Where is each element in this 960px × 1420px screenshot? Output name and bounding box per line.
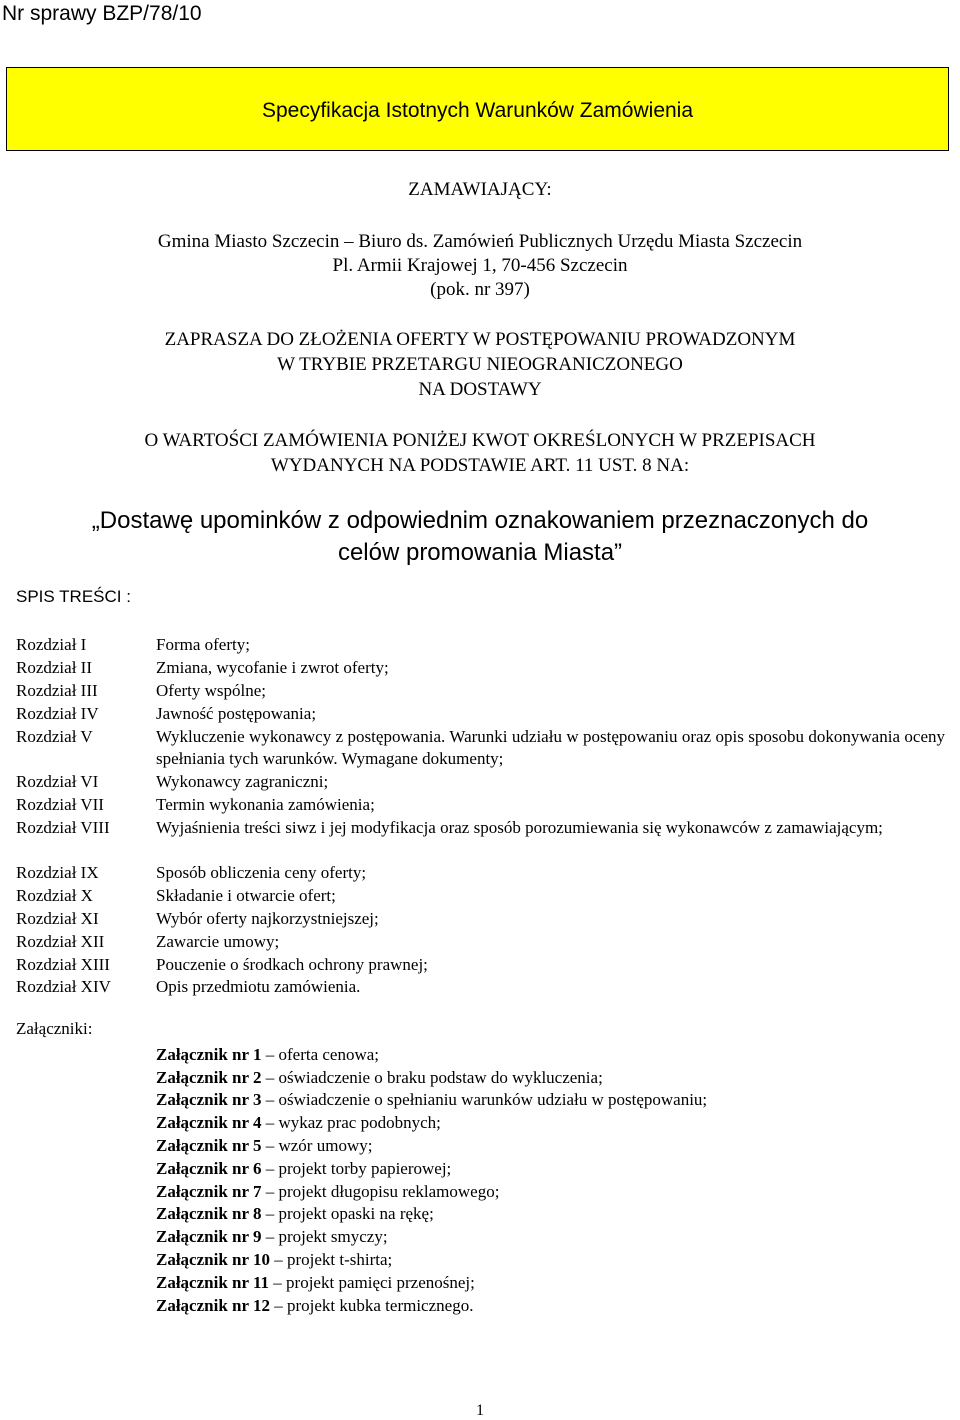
title-banner	[6, 67, 949, 151]
invitation-line-4: O WARTOŚCI ZAMÓWIENIA PONIŻEJ KWOT OKREŚLONYCH W PRZEPISACH	[144, 430, 816, 451]
toc-title: Wykonawcy zagraniczni;	[156, 772, 329, 791]
attachment-description: – projekt smyczy;	[265, 1227, 388, 1246]
toc-chapter: Rozdział X	[16, 886, 93, 905]
attachment-item	[156, 1044, 379, 1066]
attachment-item	[156, 1272, 475, 1294]
attachment-description: – projekt torby papierowej;	[265, 1159, 452, 1178]
attachment-item	[156, 1089, 707, 1111]
subject-line-1: „Dostawę upominków z odpowiednim oznakowaniem przeznaczonych do	[91, 507, 869, 534]
toc-title: Zmiana, wycofanie i zwrot oferty;	[156, 658, 389, 677]
toc-chapter: Rozdział II	[16, 658, 92, 677]
attachment-description: – wykaz prac podobnych;	[265, 1113, 441, 1132]
attachment-item	[156, 1158, 451, 1180]
toc-title: Opis przedmiotu zamówienia.	[156, 977, 361, 996]
attachment-item	[156, 1295, 473, 1317]
toc-chapter: Rozdział XII	[16, 932, 105, 951]
contracting-line-2: Pl. Armii Krajowej 1, 70-456 Szczecin	[332, 255, 628, 276]
toc-chapter: Rozdział I	[16, 635, 87, 654]
attachment-label: Załącznik nr 1	[156, 1045, 262, 1064]
toc-title: Pouczenie o środkach ochrony prawnej;	[156, 955, 428, 974]
attachment-label: Załącznik nr 6	[156, 1159, 262, 1178]
subject-line-2: celów promowania Miasta”	[337, 539, 623, 566]
invitation-line-1: ZAPRASZA DO ZŁOŻENIA OFERTY W POSTĘPOWANIU PROWADZONYM	[164, 329, 796, 350]
toc-title: Składanie i otwarcie ofert;	[156, 886, 336, 905]
attachment-description: – projekt opaski na rękę;	[265, 1204, 434, 1223]
attachment-item	[156, 1067, 603, 1089]
toc-chapter: Rozdział VIII	[16, 818, 110, 837]
attachment-item	[156, 1135, 372, 1157]
toc-chapter: Rozdział VI	[16, 772, 99, 791]
attachment-label: Załącznik nr 4	[156, 1113, 262, 1132]
toc-heading: SPIS TREŚCI :	[16, 587, 131, 606]
invitation-line-5: WYDANYCH NA PODSTAWIE ART. 11 UST. 8 NA:	[270, 455, 690, 476]
toc-title: Wybór oferty najkorzystniejszej;	[156, 909, 379, 928]
toc-chapter: Rozdział XIV	[16, 977, 111, 996]
attachment-label: Załącznik nr 12	[156, 1296, 270, 1315]
contracting-line-3: (pok. nr 397)	[430, 279, 530, 300]
toc-chapter: Rozdział XI	[16, 909, 99, 928]
attachment-label: Załącznik nr 9	[156, 1227, 262, 1246]
attachment-item	[156, 1226, 388, 1248]
toc-title: Oferty wspólne;	[156, 681, 267, 700]
toc-chapter: Rozdział V	[16, 727, 93, 746]
attachment-description: – projekt t-shirta;	[274, 1250, 393, 1269]
document-title: Specyfikacja Istotnych Warunków Zamówienia	[261, 99, 694, 122]
toc-title: Wyjaśnienia treści siwz i jej modyfikacja oraz sposób porozumiewania się wykonawców z zamawiającym;	[156, 818, 883, 837]
attachment-description: – projekt długopisu reklamowego;	[265, 1182, 500, 1201]
case-number: Nr sprawy BZP/78/10	[2, 2, 202, 25]
attachment-item	[156, 1203, 434, 1225]
invitation-line-3: NA DOSTAWY	[418, 379, 542, 400]
attachment-label: Załącznik nr 2	[156, 1068, 262, 1087]
toc-title: Zawarcie umowy;	[156, 932, 280, 951]
attachment-label: Załącznik nr 8	[156, 1204, 262, 1223]
toc-chapter: Rozdział III	[16, 681, 98, 700]
attachment-label: Załącznik nr 3	[156, 1090, 262, 1109]
contracting-heading: ZAMAWIAJĄCY:	[408, 179, 552, 200]
page-number: 1	[476, 1402, 484, 1419]
attachment-description: – oświadczenie o braku podstaw do wykluczenia;	[265, 1068, 603, 1087]
attachment-description: – oświadczenie o spełnianiu warunków udziału w postępowaniu;	[265, 1090, 708, 1109]
toc-title: Wykluczenie wykonawcy z postępowania. Warunki udziału w postępowaniu oraz opis sposobu dokonywania oceny spełniania tych warunków. Wymagane dokumenty;	[156, 727, 945, 768]
attachment-description: – projekt kubka termicznego.	[274, 1296, 474, 1315]
attachment-description: – oferta cenowa;	[265, 1045, 380, 1064]
attachment-label: Załącznik nr 10	[156, 1250, 270, 1269]
invitation-line-2: W TRYBIE PRZETARGU NIEOGRANICZONEGO	[277, 354, 683, 375]
contracting-line-1: Gmina Miasto Szczecin – Biuro ds. Zamówień Publicznych Urzędu Miasta Szczecin	[157, 231, 803, 252]
toc-title: Jawność postępowania;	[156, 704, 317, 723]
attachment-label: Załącznik nr 5	[156, 1136, 262, 1155]
attachment-description: – projekt pamięci przenośnej;	[273, 1273, 475, 1292]
toc-chapter: Rozdział XIII	[16, 955, 110, 974]
attachment-description: – wzór umowy;	[265, 1136, 373, 1155]
toc-chapter: Rozdział VII	[16, 795, 104, 814]
attachment-item	[156, 1181, 499, 1203]
toc-chapter: Rozdział IV	[16, 704, 99, 723]
attachment-item	[156, 1249, 392, 1271]
attachment-label: Załącznik nr 7	[156, 1182, 262, 1201]
toc-title: Sposób obliczenia ceny oferty;	[156, 863, 367, 882]
attachment-label: Załącznik nr 11	[156, 1273, 270, 1292]
toc-title: Forma oferty;	[156, 635, 250, 654]
attachments-heading: Załączniki:	[16, 1019, 93, 1038]
toc-title: Termin wykonania zamówienia;	[156, 795, 375, 814]
attachment-item	[156, 1112, 441, 1134]
toc-chapter: Rozdział IX	[16, 863, 99, 882]
